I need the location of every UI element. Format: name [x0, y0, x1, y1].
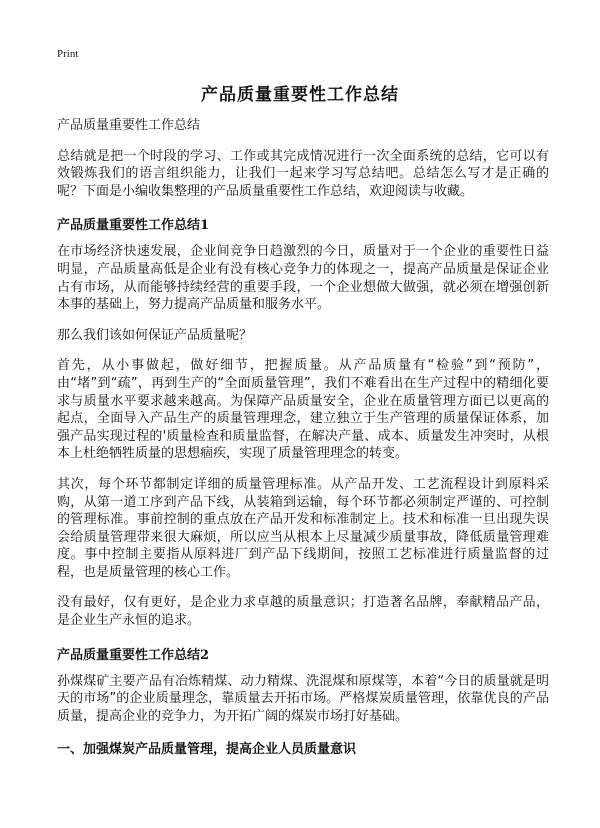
paragraph: 其次，每个环节都制定详细的质量管理标准。从产品开发、工艺流程设计到原料采购，从第一道工序到产品下线，从装箱到运输，每个环节都必须制定严谨的、可控制的管理标准。事前控制的重点放在产品开发和标准制定上。技术和标准一旦出现失误会给质量管理带来很大麻烦，所以应当从根本上尽量减少质量事故，降低质量管理难度。事中控制主要指从原料进厂到产品下线期间，按照工艺标准进行质量监督的过程，也是质量管理的核心工作。 — [57, 476, 549, 580]
section-heading: 产品质量重要性工作总结2 — [57, 647, 210, 663]
paragraph: 那么我们该如何保证产品质量呢？ — [57, 327, 253, 343]
paragraph: 孙煤煤矿主要产品有冶炼精煤、动力精煤、洗混煤和原煤等，本着“今日的质量就是明天的市场”的企业质量理念，靠质量去开拓市场。严格煤炭质量管理，依靠优良的产品质量，提高企业的竞争力，为开拓广阔的煤炭市场打好基础。 — [57, 673, 549, 724]
paragraph: 没有最好，仅有更好，是企业力求卓越的质量意识；打造著名品牌，奉献精品产品，是企业生产永恒的追求。 — [57, 595, 549, 629]
sub-heading: 一、加强煤炭产品质量管理，提高企业人员质量意识 — [57, 742, 357, 758]
paragraph: 首先，从小事做起，做好细节，把握质量。从产品质量有“检验”到“预防”，由“堵”到“疏”，再到生产的“全面质量管理”，我们不难看出在生产过程中的精细化要求与质量水平要求越来越高。为保障产品质量安全，企业在质量管理方面已以更高的起点，全面导入产品生产的质量管理理念，建立独立于生产管理的质量保证体系，加强产品实现过程的'质量检查和质量监督，在解决产量、成本、质量发生冲突时，从根本上杜绝牺牲质量的思想痼疾，实现了质量管理理念的转变。 — [57, 358, 549, 462]
section-heading: 产品质量重要性工作总结1 — [57, 218, 210, 234]
intro-paragraph: 总结就是把一个时段的学习、工作或其完成情况进行一次全面系统的总结，它可以有效锻炼我们的语言组织能力，让我们一起来学习写总结吧。总结怎么写才是正确的呢？下面是小编收集整理的产品质量重要性工作总结，欢迎阅读与收藏。 — [57, 148, 549, 199]
document-subtitle: 产品质量重要性工作总结 — [57, 118, 201, 133]
paragraph: 在市场经济快速发展，企业间竞争日趋激烈的今日，质量对于一个企业的重要性日益明显，产品质量高低是企业有没有核心竞争力的体现之一，提高产品质量是保证企业占有市场，从而能够持续经营的重要手段，一个企业想做大做强，就必须在增强创新本事的基础上，努力提高产品质量和服务水平。 — [57, 244, 549, 313]
page-title: 产品质量重要性工作总结 — [201, 85, 399, 105]
print-label: Print — [57, 48, 79, 60]
document-body — [57, 117, 549, 759]
